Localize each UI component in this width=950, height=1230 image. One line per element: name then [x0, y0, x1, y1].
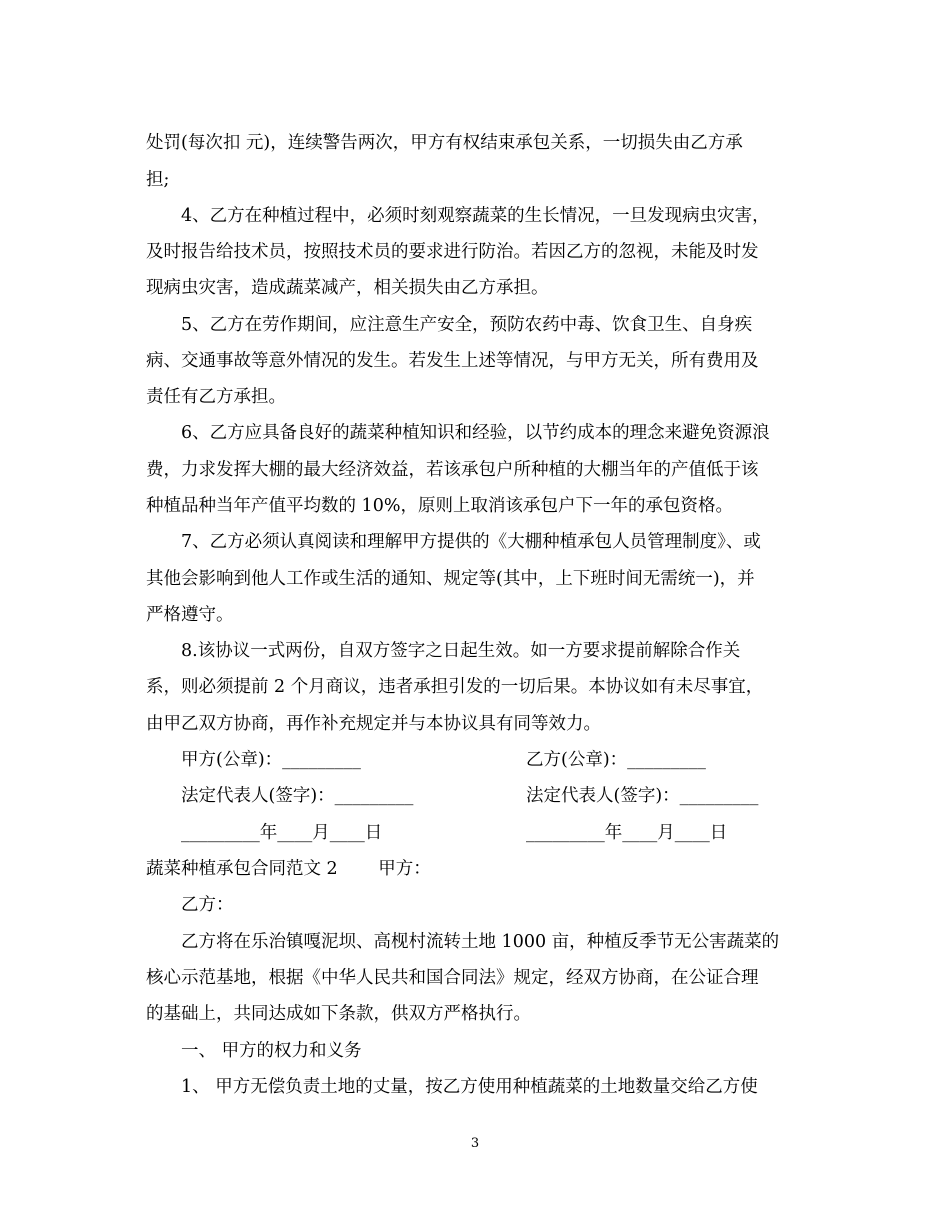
- page-number: 3: [470, 1136, 480, 1151]
- party-b-label: 乙方：: [181, 895, 234, 915]
- text-line: 处罚(每次扣 元)，连续警告两次，甲方有权结束承包关系，一切损失由乙方承: [146, 133, 743, 153]
- text-line: 4、乙方在种植过程中，必须时刻观察蔬菜的生长情况，一旦发现病虫灾害，: [181, 206, 770, 226]
- text-line: 病、交通事故等意外情况的发生。若发生上述等情况，与甲方无关，所有费用及: [146, 351, 759, 371]
- text-line: 严格遵守。: [146, 605, 234, 625]
- text-line: 1、 甲方无偿负责土地的丈量，按乙方使用种植蔬菜的土地数量交给乙方使: [181, 1077, 758, 1097]
- text-line: 担;: [146, 170, 170, 190]
- party-b-date-line: _________年____月____日: [526, 823, 728, 843]
- text-line: 的基础上，共同达成如下条款，供双方严格执行。: [146, 1004, 531, 1024]
- text-line: 费，力求发挥大棚的最大经济效益，若该承包户所种植的大棚当年的产值低于该: [146, 460, 759, 480]
- text-line: 6、乙方应具备良好的蔬菜种植知识和经验，以节约成本的理念来避免资源浪: [181, 423, 770, 443]
- party-a-date-line: _________年____月____日: [181, 823, 383, 843]
- text-line: 现病虫灾害，造成蔬菜减产，相关损失由乙方承担。: [146, 278, 549, 298]
- text-line: 一、 甲方的权力和义务: [181, 1041, 362, 1061]
- section-title: 蔬菜种植承包合同范文 2 甲方：: [146, 859, 431, 879]
- text-line: 5、乙方在劳作期间，应注意生产安全，预防农药中毒、饮食卫生、自身疾: [181, 315, 753, 335]
- party-b-seal-line: 乙方(公章)：_________: [526, 750, 706, 770]
- text-line: 乙方将在乐治镇嘎泥坝、高枧村流转土地 1000 亩，种植反季节无公害蔬菜的: [181, 932, 780, 952]
- text-line: 7、乙方必须认真阅读和理解甲方提供的《大棚种植承包人员管理制度》、或: [181, 532, 761, 552]
- text-line: 种植品种当年产值平均数的 10%，原则上取消该承包户下一年的承包资格。: [146, 496, 733, 516]
- party-b-rep-line: 法定代表人(签字)：_________: [526, 786, 759, 806]
- party-a-seal-line: 甲方(公章)：_________: [181, 750, 361, 770]
- text-line: 系，则必须提前 2 个月商议，违者承担引发的一切后果。本协议如有未尽事宜，: [146, 677, 764, 697]
- text-line: 责任有乙方承担。: [146, 387, 286, 407]
- text-line: 其他会影响到他人工作或生活的通知、规定等(其中，上下班时间无需统一)，并: [146, 569, 755, 589]
- text-line: 8.该协议一式两份，自双方签字之日起生效。如一方要求提前解除合作关: [181, 641, 741, 661]
- text-line: 核心示范基地，根据《中华人民共和国合同法》规定，经双方协商，在公证合理: [146, 968, 759, 988]
- text-line: 及时报告给技术员，按照技术员的要求进行防治。若因乙方的忽视，未能及时发: [146, 242, 759, 262]
- party-a-rep-line: 法定代表人(签字)：_________: [181, 786, 414, 806]
- text-line: 由甲乙双方协商，再作补充规定并与本协议具有同等效力。: [146, 714, 601, 734]
